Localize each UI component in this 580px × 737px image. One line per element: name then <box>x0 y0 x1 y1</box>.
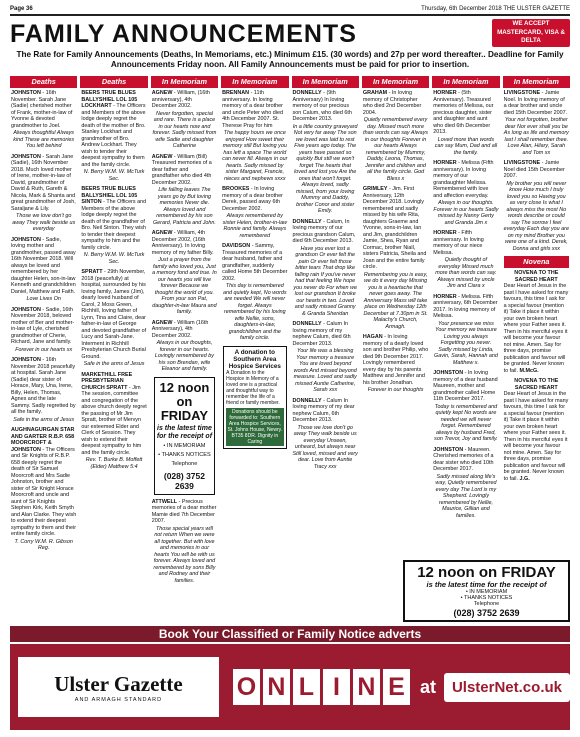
notice <box>433 90 498 156</box>
notice-verse: This day is remembered and quietly kept, No words are needed We will never forget. Always remembered by his loving wife Nellie, sons, daughters-in-law, grandchildren and the family circle. <box>223 283 287 341</box>
dateline: Thursday, 6th December 2018 THE ULSTER GAZETTE <box>421 6 570 12</box>
deadline-ad-large <box>403 560 570 622</box>
column-8 <box>503 76 570 621</box>
column-body <box>221 88 288 449</box>
notice-verse: Safe in the arms of Jesus <box>83 361 145 367</box>
notice-text: - Calum In loving memory of my nephew Calum, died 6th December 2013. <box>292 321 351 347</box>
notice <box>433 370 498 443</box>
notice-text: - Sadie, 16th November 2018, beloved mother of Ber and mother-in-law of Lyle, cherished grandmother of Cherie, Richard, Jane and family. <box>11 306 75 345</box>
notice-verse: Your life was a blessing Your memory a treasure You are loved beyond words And missed beyond measure. Loved and sadly missed Auntie Catherine, Sarah xxx <box>293 348 357 393</box>
notice-text: - 16th November. Sarah Jane (Sadie) cherished mother of Frank, mother-in-law of Yvonne & devoted grandmother to Joel. <box>11 90 73 129</box>
notice-name: AGNEW <box>151 153 173 160</box>
notice-text: - Melissa. Fifth anniversary, 6th December 2017. In loving memory of Melissa. <box>433 293 498 319</box>
deadline-ad-phone-label: Telephone <box>473 601 500 607</box>
novena-title: NOVENA TO THE SACRED HEART <box>514 378 559 391</box>
notice <box>363 334 428 394</box>
notice-name: AGNEW <box>151 319 173 326</box>
notice-name: BEERS TRUE BLUES BALLYSHIEL LOL 105 LOCKHART <box>81 90 138 109</box>
notice <box>11 154 76 233</box>
notice <box>11 307 76 354</box>
notice-name: HORNER <box>433 293 457 300</box>
notice-text: - (9th Anniversary) In loving memory of our precious son Calum, who died 6th December 2013. <box>292 90 352 122</box>
notice-text: - William (16th Anniversary), 4th December 2002. <box>151 319 209 339</box>
notice-text: - Fifth anniversary. In loving memory of our niece Melissa. <box>433 230 484 256</box>
deadline-ad-title: 12 noon on FRIDAY <box>159 379 210 423</box>
column-heading: In Memoriam <box>221 76 288 88</box>
deadline-ad-line1: • IN MEMORIAM <box>465 589 508 595</box>
notice-name: DONNELLY <box>292 218 322 225</box>
notice-text: - In loving memory of Christopher who died 2nd December 2004. <box>362 90 422 116</box>
notice-name: DONNELLY <box>292 321 322 327</box>
notice-name: HORNER <box>433 230 457 236</box>
notice-verse: N. Berry W.M. W. McTurk Sec. <box>83 252 145 265</box>
notice-text: - Precious memories of a dear mother Mamie died 7th December 2007. <box>151 498 217 524</box>
notice <box>433 230 498 290</box>
notice-verse: Quietly thought of everyday Missed much more than words can say. Always missed by uncle Jim and Ciara x <box>435 257 497 289</box>
section-title: FAMILY ANNOUNCEMENTS <box>10 20 357 48</box>
notice <box>81 186 146 265</box>
notice <box>504 160 569 252</box>
notice-name: AUGHNAGURGAN STAR AND GARTER R.B.P. 658 MOORCROFT & JOHNSTON <box>11 427 75 453</box>
page-number: Page 36 <box>10 6 33 12</box>
notice-name: JOHNSTON <box>11 90 41 96</box>
notice <box>152 320 217 373</box>
notice-text: - Calum, In loving memory of our precious grandson Calum, died 6th December 2013. <box>292 218 356 244</box>
column-7 <box>432 76 499 621</box>
notice-name: DONNELLY <box>292 90 322 96</box>
notice-name: BEERS TRUE BLUES BALLYSHIEL LOL 105 SINTON <box>81 186 138 205</box>
notice <box>433 160 498 226</box>
notice-name: JOHNSTON <box>433 370 464 376</box>
notice-name: JOHNSTON <box>433 446 464 453</box>
notice-name: JOHNSTON <box>11 357 41 363</box>
notice <box>152 499 217 585</box>
notice-name: SPRATT <box>81 269 103 275</box>
notice <box>152 90 217 150</box>
notice-verse: Love Lives On <box>26 296 61 302</box>
online-letter: E <box>383 669 410 705</box>
online-letter: N <box>353 669 380 705</box>
notice <box>152 154 217 227</box>
notice-verse: Your presence we miss Your memory we treasure Loving you always Forgetting you never. Sadly missed by Linda, Gavin, Sarah, Hannah and Matthew x. <box>434 320 498 366</box>
notice-name: ATTWELL <box>151 498 178 505</box>
novena-heading: Novena <box>504 256 569 268</box>
footer-strip: Book Your Classified or Family Notice adverts <box>10 626 570 642</box>
deadline-ad-phone: (028) 3752 2639 <box>453 608 520 618</box>
notice-verse: Forever in our thoughts <box>367 387 424 393</box>
notice-text: - 29th November, 2018 (peacefully) at hospital, surrounded by his loving family, James (Jim), dearly loved husband of Carol, 2 Moss Green, Richhill, loving father of Lynn, Tina and Claire, dear father-in-law of George and devoted grandfather of Lucy and Sarah-Jane. Interment in Richhill Presbyterian Church Burial Ground. <box>81 269 147 360</box>
online-letter: L <box>293 669 320 705</box>
novena-text: Dear Heart of Jesus in the past I have asked for many favours, this time I ask for a special favour (mention it) Take it place it within your own broken heart where your Father sees it. Then in his merciful eyes it will become your favour not mine. Amen. Say for three days, promise publication and favour will be granted. Never known to fail. <box>503 391 569 482</box>
notice <box>293 321 358 394</box>
notice-verse: Always remembered by sister Helen, brother-in-law Ronnie and family. Always remembered <box>222 213 287 239</box>
column-body <box>10 88 77 552</box>
novena-title: NOVENA TO THE SACRED HEART <box>514 270 559 283</box>
notice-text: - The Officers and Members of the above lodge deeply regret the death of the grandfather of Bro. Neil Sinton. They wish to tender their deepest sympathy to him and the family circle. <box>81 199 147 251</box>
gazette-logo <box>18 657 219 717</box>
column-heading: Deaths <box>80 76 147 88</box>
notice <box>222 186 287 239</box>
notice-text: - Sadie, loving mother and grandmother, passed away 16th November 2018. Will always be loved and remembered by her daughter Helen, son-in-law Kenneth and grandchildren Daniel, Matthew and Faith. <box>11 236 76 295</box>
notice-name: HORNER <box>433 160 457 166</box>
notice-verse: T. Corry W.M. R. Gibson Reg. <box>14 538 73 551</box>
notice-verse: Always in our thoughts, forever in our hearts. Lovingly remembered by his son Brendan, wife Eleanor and family. <box>154 340 214 372</box>
notice-text: - In loving memory of a dear husband Maureen, mother and grandmother called Home 11th December 2017. <box>433 370 498 402</box>
notice-verse: Life falling leaves The years go by But loving memories Never die. Always loved and remembered by his son Gerard, Patricia and John. <box>152 187 216 226</box>
novena-notice <box>504 378 569 482</box>
notice-text: - Jamie Noel died 15th December 2007. <box>503 160 565 179</box>
notice-text: - Jim. First Anniversary, 12th December 2018. Lovingly remembered and sadly missed by his wife Rita, daughters Graeme and Yvonne, sons-in-law, Ian and Jim, grandchildren Jamie, Shea, Ryan and Cormac, brother Niall, sisters Patricia, Sheila and Joan and the entire family circle. <box>362 186 427 270</box>
hospice-text: A Donation to the Hospice in Memory of a loved one is a practical and thoughtful way to remember the life of a friend or family member. <box>226 369 280 406</box>
notice <box>81 269 146 368</box>
notice-text: - Maureen. Cherished memories of a dear sister who died 10th December 2017. <box>433 446 494 472</box>
column-body <box>503 88 570 482</box>
deadline-ad-line2: • THANKS NOTICES <box>158 451 211 458</box>
notice-name: BROOKES <box>222 186 250 192</box>
notice-text: - In loving memory of a dearly loved son and brother Philip, who died 9th December 2017. Lovingly remembered every day by his parents Matthew and Jennifer and his brother Jonathan. <box>362 334 429 386</box>
notice-text: - In loving memory of a dear brother Derek, passed away 6th December 2002. <box>222 186 283 212</box>
notice-name: AGNEW <box>151 230 173 236</box>
notice-verse: Rev. T. Burke B. Moffett (Elder) Matthew 5:4 <box>85 457 143 470</box>
notice <box>293 398 358 471</box>
rate-notice: The Rate for Family Announcements (Deaths, In Memoriams, etc.) Minimum £15. (30 words) and 27p per word thereafter.. Deadline for Family Announcements Friday noon. All Family Announcements must be paid for prior to insertion. <box>16 50 564 69</box>
notice-name: DAVIDSON <box>222 243 251 249</box>
column-heading: In Memoriam <box>292 76 359 88</box>
notice-text: - Jim The session, committee and congregation of the above church deeply regret the passing of Mr Jim Spratt, brother of Mervyn our esteemed Elder and Clerk of Session. They wish to extend their deepest sympathy to him and the family circle. <box>81 384 147 456</box>
notice-name: DONNELLY <box>292 397 322 404</box>
notice-verse: Safe in the arms of Jesus <box>13 416 75 423</box>
notice-name: LIVINGSTONE <box>503 90 541 96</box>
column-1 <box>10 76 77 621</box>
novena-sign: M.McG. <box>519 367 539 374</box>
notice-text: - William, (16th anniversary), 4th December 2002. <box>151 90 210 109</box>
notice-text: - Melissa (Fifth anniversary). In loving memory of our grandaughter Melissa. Remembered with love and affection everyday. <box>433 160 494 199</box>
notice-name: HAGAN <box>362 334 383 340</box>
notice-verse: Just a prayer from the family who loved you, Just a memory fond and true. In our hearts you will live forever Because we thought the world of you. From your son Pat, daughter-in-law Maura and family. <box>152 257 217 315</box>
gazette-logo-sub: AND ARMAGH STANDARD <box>74 696 163 703</box>
notice <box>81 372 146 471</box>
novena-text: Dear Heart of Jesus in the past I have asked for many favours, this time I ask for a special favour (mention it) Take it place it within your own broken heart where your Father sees it. Then in his merciful eyes it will become your favour not mine. Amen. Say for three days, promise publication and favour will be granted. Never known to fail. <box>503 283 569 374</box>
column-body <box>432 88 499 519</box>
column-heading: In Memoriam <box>503 76 570 88</box>
column-heading: In Memoriam <box>432 76 499 88</box>
notice <box>433 294 498 367</box>
notice-verse: Those we love don't go away They walk beside us everyday Unseen, unheard, but always near Still loved, missed and very dear. Love from Auntie Tracy xxx <box>292 424 358 470</box>
column-5 <box>292 76 359 621</box>
novena-sign: J.G. <box>519 475 530 482</box>
notice-name: BRENNAN <box>222 90 250 96</box>
notice-verse: Forever in our hearts xx <box>15 346 73 353</box>
notice <box>293 219 358 318</box>
notice-name: JOHNSTON <box>11 306 41 313</box>
deadline-ad-line2: • THANKS NOTICES <box>460 595 513 601</box>
deadline-ad-phone: (028) 3752 2639 <box>163 470 205 491</box>
deadline-ad-line1: • IN MEMORIAM <box>163 442 206 449</box>
notice-verse: Those special years will not return When we were all together. But with love and memories in our hearts You will be with us forever. Always loved and remembered by sons Billy and Rodney and their families. <box>153 525 216 584</box>
notice-name: LIVINGSTONE <box>503 160 541 166</box>
notice-text: - (5th Anniversary). Treasured memories of Melissa, our precious daughter, sister and daughter and aunt who died 6th December 2013. <box>433 90 494 135</box>
notice <box>222 243 287 342</box>
section-banner <box>10 14 570 48</box>
notice-verse: Never forgotten, special and rare. There is a place in our hearts now and forever. Sadly missed from wife Sadie and daughter Catherine <box>152 110 217 149</box>
notice-verse: Loved more than words can say Mum, Dad and all the family. <box>434 136 498 156</box>
notice <box>504 90 569 156</box>
notice-text: - Sammy, Treasured memories of a dear husband, father and grandfather, suddenly called Home 5th December 2002. <box>222 243 288 282</box>
notice-name: GRAHAM <box>362 90 388 96</box>
notice-verse: Those we love don't go away They walk beside us everyday <box>12 213 76 232</box>
notice-name: AGNEW <box>151 90 173 96</box>
footer-ad[interactable] <box>10 644 570 730</box>
column-heading: In Memoriam <box>151 76 218 88</box>
notice-text: - Jamie Noel. In loving memory of a dear brother and uncle died 15th December 2007. <box>503 90 568 116</box>
notice-verse: N. Berry W.M. W. McTurk Sec. <box>83 169 145 182</box>
notice-text: - William, 4th December 2002, (16th Anniversary). In loving memory of my father Billy. <box>151 230 214 256</box>
notice <box>222 90 287 182</box>
hospice-title: A donation to Southern Area Hospice Services <box>228 348 281 370</box>
notice-verse: Sadly missed along life's way, Quietly remembered every day The Lord is my Shepherd. Lovingly remembered by Nellie, Maurice, Gillian and families. <box>435 473 497 519</box>
gazette-logo-text: Ulster Gazette <box>54 671 183 696</box>
notice-name: JOHNSTON <box>11 236 41 243</box>
notice-verse: The happy hours we once enjoyed How sweet their memory still But loving you has left a space The world can never fill. Always in our hearts. Sadly missed by sister Margaret, Francie, nieces and nephews xxxx <box>222 130 288 182</box>
notice-text: - The Officers and Members of the above lodge deeply regret the death of the mother of Bro. Stanley Lockhart and grandmother of Bro. Andrew Lockhart. They wish to tender their deepest sympathy to them and the family circle. <box>81 103 146 168</box>
online-letter: I <box>323 669 350 705</box>
notice-text: - Sarah Jane (Sadie), 16th November 2018. Much loved mother of Irene, mother-in-law of David, grandmother of David & Ruth, Gareth & Nicola, Mark & Shanta and great grandmother of Josh, Saraljane & Lily. <box>11 153 76 212</box>
notice <box>11 237 76 303</box>
deadline-ad-subtitle: is the latest time for the receipt of <box>426 580 547 589</box>
website-link[interactable]: UlsterNet.co.uk <box>444 673 570 702</box>
notice <box>11 427 76 552</box>
column-body <box>80 88 147 470</box>
column-body <box>151 88 218 584</box>
notice-name: GRIMLEY <box>362 186 388 192</box>
deadline-ad-subtitle: is the latest time for the receipt of <box>156 424 213 440</box>
column-body <box>362 88 429 394</box>
online-letters <box>233 669 410 705</box>
announcement-columns <box>10 76 570 621</box>
notice-verse: Quietly remembered every day. Missed much more than words can say Always in our thoughts Forever in our hearts Always remembered by Mummy, Daddy, Leona, Thomas, Jennifer and children and all the family circle. God Bless x <box>363 117 428 182</box>
notice-name: JOHNSTON <box>11 153 41 160</box>
column-6 <box>362 76 429 621</box>
notice-verse: In a little country graveyard Not very far away The son we loved was laid to rest Five years ago today. The years have passed so quickly But still we won't forget The hearts that loved and lost you Are the ones that won't forget. Always loved, sadly missed, from your loving Mummy and Daddy, brother Conor and sister Emily. <box>292 123 358 214</box>
column-4 <box>221 76 288 621</box>
column-2 <box>80 76 147 621</box>
column-3 <box>151 76 218 621</box>
deadline-ad-phone-label: Telephone <box>171 460 198 467</box>
notice-text: - The Officers and Sir Knights of R.B.P. 658 deeply regret the death of Sir Samuel Moorcroft and Mrs Sadie Johnston, brother and sister of Sir Knight Horace Moorcroft and uncle and aunt of Sir Knights Stephen Kirk, Keith Smyth and Alan Clarke. They wish to extend their deepest sympathy to them and their entire family circle. <box>11 446 77 537</box>
deadline-ad <box>154 377 215 495</box>
page-header <box>10 4 570 14</box>
notice <box>433 447 498 520</box>
column-heading: Deaths <box>10 76 77 88</box>
notice-name: MARKETHILL FREE PRESBYTERIAN CHURCH SPRATT <box>81 371 133 391</box>
footer-at: at <box>419 676 436 697</box>
notice <box>11 90 76 150</box>
notice-text: - 16th November 2018 peacefully at hospital. Sarah Jane (Sadie) dear sister of Horace, Mary, Una, Irene, Billy, Helen, Thomas, Agnes and the late Sammy. Sadly regretted by all the family. <box>11 357 76 415</box>
column-body <box>292 88 359 470</box>
notice-verse: Your not forgotten, brother dear Nor ever shall you be As long as life and memory last I shall remember thee. Love Alan, Hilary, Sarah and Tom xx <box>503 117 569 156</box>
notice <box>363 186 428 330</box>
notice-text: - William (Bill) Treasured memories of a dear father and grandfather who died 4th December 2002. <box>151 153 212 186</box>
notice-text: - Calum In loving memory of my dear nephew Calum, 6th December 2013. <box>292 397 355 423</box>
notice <box>363 90 428 182</box>
online-letter: O <box>233 669 260 705</box>
column-heading: In Memoriam <box>362 76 429 88</box>
notice <box>293 90 358 215</box>
online-letter: N <box>263 669 290 705</box>
notice-verse: My brother you will never know How much I truly loved you so Having you as very close Is what I always miss the most No words describe or could say The sorrow I feel everyday Each day you are on my mind Brother you were one of a kind. Derek, Donna and girls xxx <box>503 180 569 252</box>
notice <box>152 230 217 316</box>
notice-verse: Always in our thoughts. Forever in our hearts Sadly missed by Nanny Gerty and Granda Jim x <box>433 200 499 226</box>
notice-name: HORNER <box>433 90 457 96</box>
notice-verse: Remembering you is easy, we do it every day Missing you is a heartache that never goes away. The Anniversary Mass will take place on Wednesday 12th December at 7.30pm in St. Malachy's Church, Armagh. <box>363 271 428 330</box>
notice-verse: Have you ever lost a grandson Or ever felt the pain Or ever felt those bitter tears That drop like falling rain If you've never had that feeling We hope you never do For when we lost our grandson It broke our hearts in two. Loved and sadly missed Granny & Granda Sheridan <box>293 245 357 317</box>
novena-notice <box>504 270 569 374</box>
card-accept-badge: WE ACCEPT MASTERCARD, VISA & DELTA <box>492 19 570 47</box>
notice-verse: Always thoughtful Always kind These are memories You left behind <box>13 130 75 149</box>
notice-verse: Today is remembered and quietly kept No words are needed we will never forget. Remembered always by husband Fred, son Trevor, Joy and family. <box>434 403 498 442</box>
hospice-footer: Donations should be forwarded to: Southern Area Hospice Services, St. Johns House, Newry. BT35 8DR. Dignity in Caring <box>227 408 283 445</box>
notice-text: - 11th anniversary. In loving memory of a dear brother and uncle Peter who died 4th December 2007. St. Therese Pray for him <box>222 90 283 129</box>
notice <box>81 90 146 182</box>
deadline-ad-title: 12 noon on FRIDAY <box>417 564 556 581</box>
hospice-donation-ad <box>223 346 286 449</box>
notice <box>11 357 76 423</box>
